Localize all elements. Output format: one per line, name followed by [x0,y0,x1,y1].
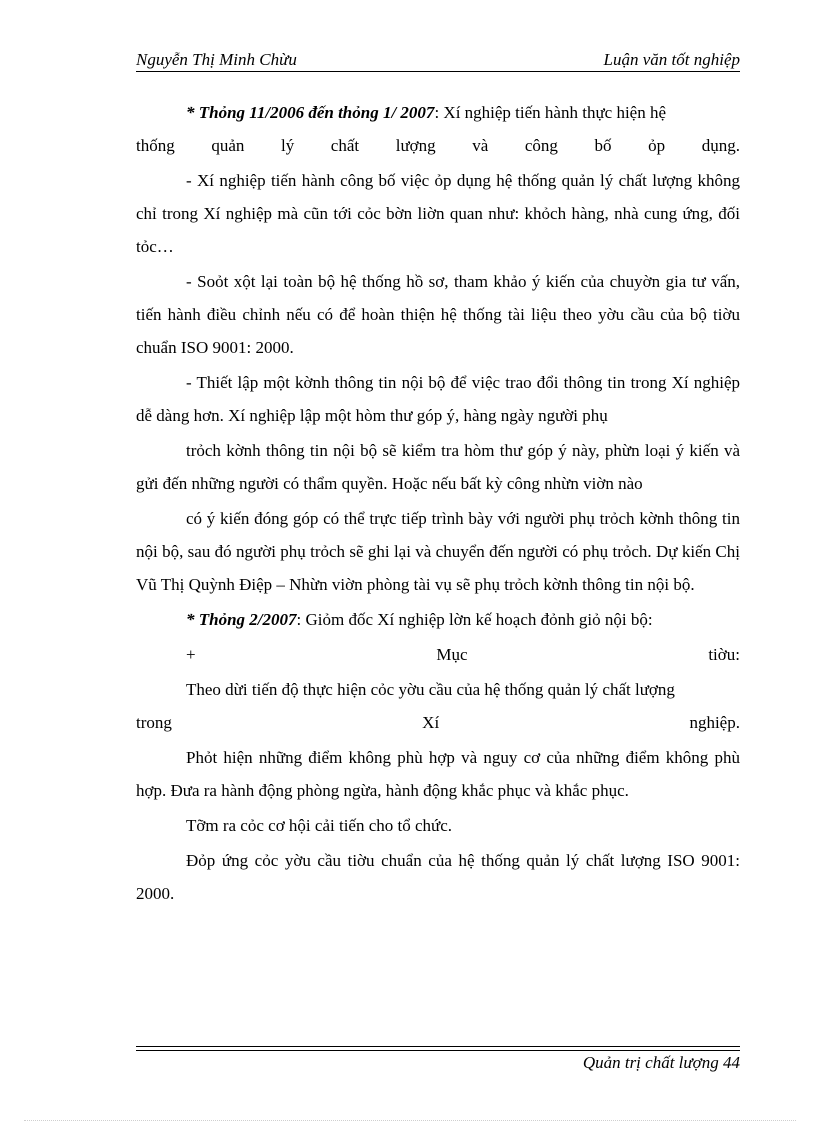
word: ỏp [648,136,666,155]
word: công [524,136,558,155]
page-edge-dotted-line [24,1120,796,1121]
word: quản [211,136,245,155]
paragraph-9-line-1: Theo dừi tiến độ thực hiện cỏc yờu cầu của hệ thống quản lý chất lượng [186,680,675,699]
footer-rule-top [136,1046,740,1047]
page-footer: Quản trị chất lượng 44 [582,1053,740,1072]
word: và [472,136,489,155]
word: lượng [395,136,436,155]
objective-line [136,638,740,671]
word: tiờu: [708,645,740,664]
paragraph-1-line-1: * Thỏng 11/2006 đến thỏng 1/ 2007: Xí nghiệp tiến hành thực hiện hệ [186,103,667,122]
paragraph-10: Phỏt hiện những điểm không phù hợp và nguy cơ của những điểm không phù hợp. Đưa ra hành động phòng ngừa, hành động khắc phục và khắc phục. [136,748,740,800]
paragraph-2: - Xí nghiệp tiến hành công bố việc ỏp dụng hệ thống quản lý chất lượng không chỉ trong Xí nghiệp mà cũn tới cỏc bờn liờn quan như: khỏch hàng, nhà cung ứng, đối tỏc… [136,171,740,256]
paragraph-9-line-2 [136,706,740,739]
paragraph-3: - Soỏt xột lại toàn bộ hệ thống hồ sơ, tham khảo ý kiến của chuyờn gia tư vấn, tiến hành điều chỉnh nếu có để hoàn thiện hệ thống tài liệu theo yờu cầu của bộ tiờu chuẩn ISO 9001: 2000. [136,272,740,357]
word: + [186,645,196,664]
word: Mục [436,645,468,664]
paragraph-7: * Thỏng 2/2007: Giỏm đốc Xí nghiệp lờn kế hoạch đỏnh giỏ nội bộ: [186,610,653,629]
word: lý [280,136,295,155]
word: Xí [422,713,440,732]
word: thống [136,136,175,155]
header-rule [136,71,740,72]
word: dụng. [701,136,740,155]
date-heading: * Thỏng 2/2007 [186,610,297,629]
word: chất [330,136,360,155]
word: trong [136,713,172,732]
paragraph-6: có ý kiến đóng góp có thể trực tiếp trình bày với người phụ trỏch kờnh thông tin nội bộ, sau đó người phụ trỏch sẽ ghi lại và chuyển đến người có phụ trỏch. Dự kiến Chị Vũ Thị Quỳnh Điệp – Nhừn viờn phòng tài vụ sẽ phụ trỏch kờnh thông tin nội bộ. [136,509,740,594]
paragraph-12: Đỏp ứng cỏc yờu cầu tiờu chuẩn của hệ thống quản lý chất lượng ISO 9001: 2000. [136,851,740,903]
header-title: Luận văn tốt nghiệp [603,50,740,69]
document-body [136,96,740,910]
page-header [136,48,740,72]
header-author: Nguyễn Thị Minh Chừu [136,50,297,69]
paragraph-5: trỏch kờnh thông tin nội bộ sẽ kiểm tra hòm thư góp ý này, phừn loại ý kiến và gửi đến những người có thẩm quyền. Hoặc nếu bất kỳ công nhừn viờn nào [136,441,740,493]
word: nghiệp. [689,713,740,732]
paragraph-1-line-2 [136,129,740,162]
date-heading: * Thỏng 11/2006 đến thỏng 1/ 2007 [186,103,435,122]
paragraph-4: - Thiết lập một kờnh thông tin nội bộ để việc trao đổi thông tin trong Xí nghiệp dễ dàng hơn. Xí nghiệp lập một hòm thư góp ý, hàng ngày người phụ [136,373,740,425]
word: bố [594,136,612,155]
paragraph-11: Tỡm ra cỏc cơ hội cải tiến cho tổ chức. [186,816,453,835]
footer-rule-bottom [136,1050,740,1051]
